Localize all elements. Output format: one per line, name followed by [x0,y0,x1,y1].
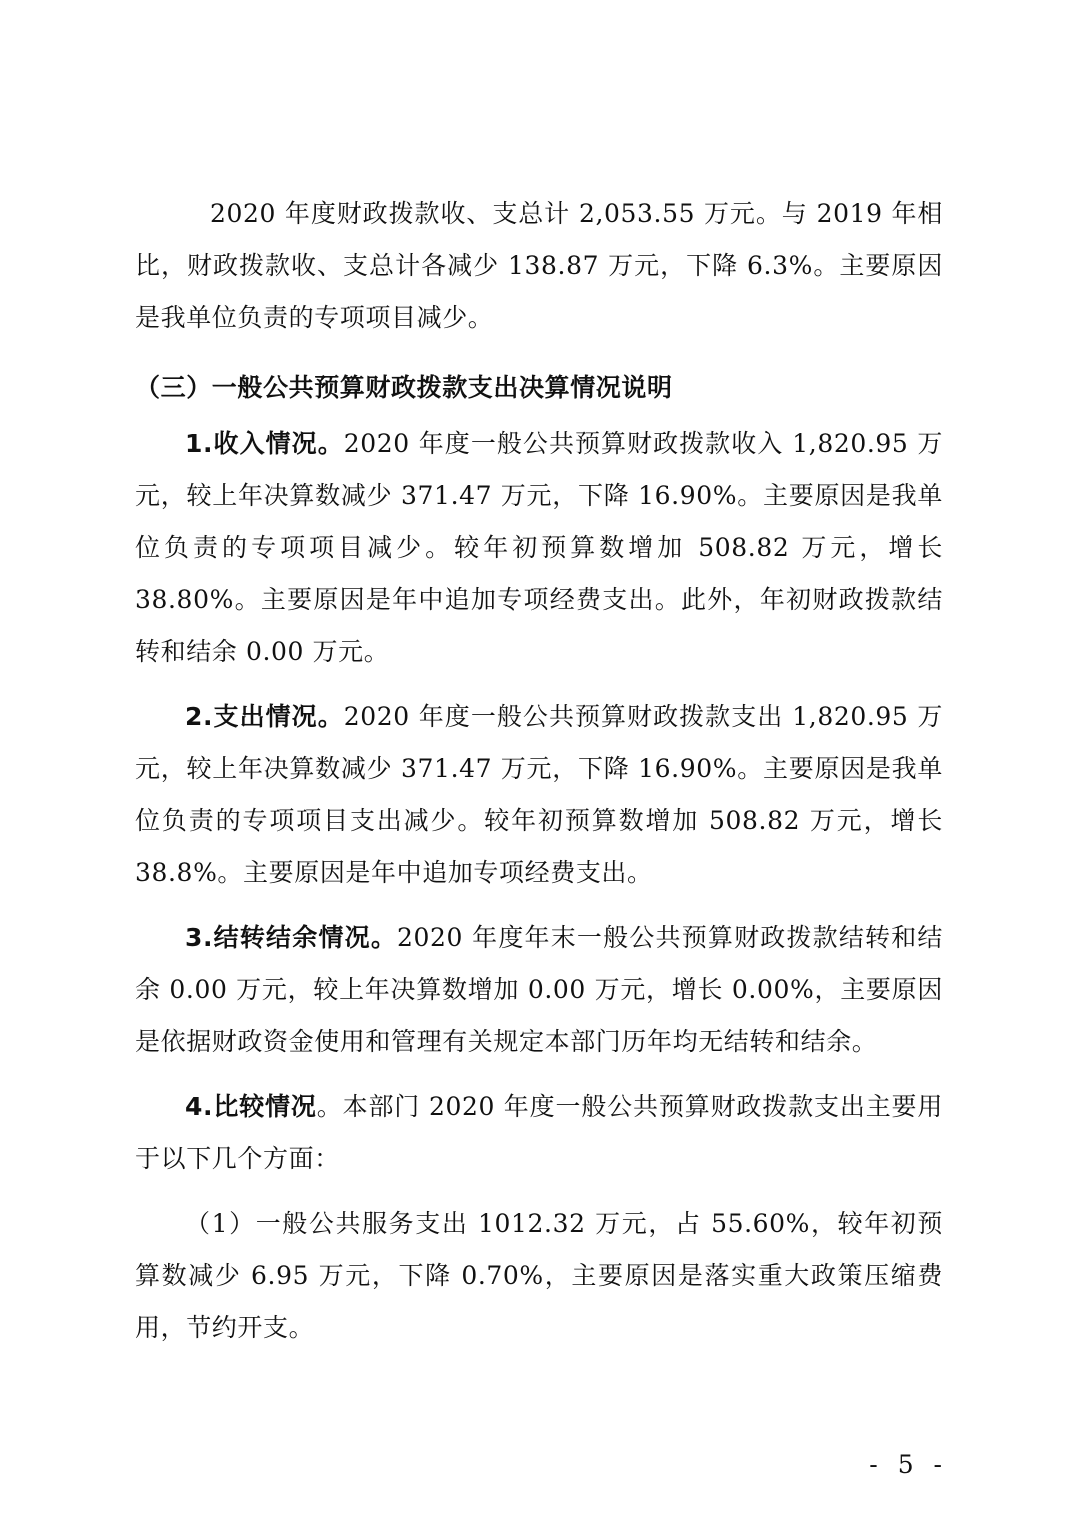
comparison-text: 。本部门 2020 年度一般公共预算财政拨款支出主要用于以下几个方面： [135,1092,943,1173]
page-number: - 5 - [869,1450,948,1479]
document-body [135,188,943,1354]
paragraph-spacing [135,1185,943,1198]
income-paragraph [135,418,943,678]
expenditure-paragraph [135,691,943,899]
income-lead: 1.收入情况。 [185,429,344,458]
section-heading-general-budget: （三）一般公共预算财政拨款支出决算情况说明 [135,373,673,402]
paragraph-spacing [135,1068,943,1081]
carryover-lead: 3.结转结余情况。 [185,923,398,952]
carryover-text: 2020 年度年末一般公共预算财政拨款结转和结余 0.00 万元，较上年决算数增加 0.00 万元，增长 0.00%，主要原因是依据财政资金使用和管理有关规定本部门历年均无结转和结余。 [135,923,943,1056]
paragraph-spacing [135,678,943,691]
general-public-service-item: （1）一般公共服务支出 1012.32 万元，占 55.60%，较年初预算数减少 6.95 万元，下降 0.70%，主要原因是落实重大政策压缩费用，节约开支。 [135,1209,943,1342]
paragraph-spacing [135,899,943,912]
comparison-lead: 4.比较情况 [185,1092,317,1121]
expenditure-lead: 2.支出情况。 [185,702,344,731]
income-text: 2020 年度一般公共预算财政拨款收入 1,820.95 万元，较上年决算数减少 371.47 万元，下降 16.90%。主要原因是我单位负责的专项项目减少。较年初预算数增加 508.82 万元，增长 38.80%。主要原因是年中追加专项经费支出。此外，年初财政拨款结转和结余 0.00 万元。 [135,429,943,666]
paragraph-spacing [135,344,943,357]
carryover-paragraph [135,912,943,1068]
financial-summary-paragraph: 2020 年度财政拨款收、支总计 2,053.55 万元。与 2019 年相比，财政拨款收、支总计各减少 138.87 万元，下降 6.3%。主要原因是我单位负责的专项项目减少。 [135,199,943,332]
comparison-paragraph [135,1081,943,1185]
expenditure-text: 2020 年度一般公共预算财政拨款支出 1,820.95 万元，较上年决算数减少 371.47 万元，下降 16.90%。主要原因是我单位负责的专项项目支出减少。较年初预算数增加 508.82 万元，增长 38.8%。主要原因是年中追加专项经费支出。 [135,702,943,887]
